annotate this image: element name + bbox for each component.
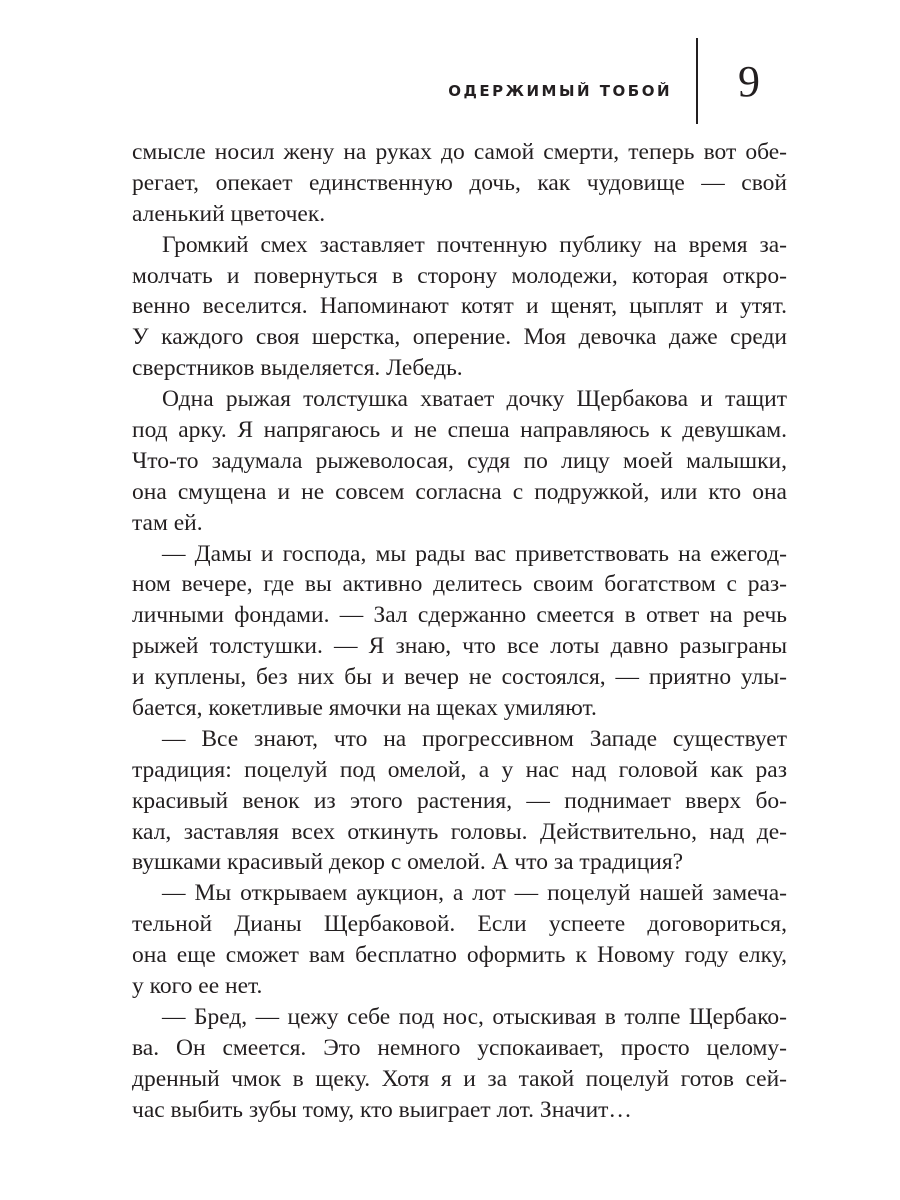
text-line: аленький цветочек. [132,200,326,227]
text-line: красивый венок из этого растения, — поднимает вверх бо- [132,787,787,814]
text-line: молчать и повернуться в сторону молодежи, которая откро- [132,262,787,289]
page-header [0,38,900,128]
text-line: кал, заставляя всех откинуть головы. Действительно, над де- [132,818,787,845]
running-title: ОДЕРЖИМЫЙ ТОБОЙ [448,82,672,100]
text-line: — Бред, — цежу себе под нос, отыскивая в толпе Щербако- [162,1003,787,1030]
text-line: и куплены, без них бы и вечер не состоялся, — приятно улы- [132,664,787,691]
text-line: сверстников выделяется. Лебедь. [132,355,463,382]
text-line: вушками красивый декор с омелой. А что за традиция? [132,849,684,876]
page-number: 9 [738,57,760,106]
text-line: У каждого своя шерстка, оперение. Моя девочка даже среди [132,324,787,351]
text-line: рыжей толстушки. — Я знаю, что все лоты давно разыграны [132,633,787,660]
text-line: бается, кокетливые ямочки на щеках умиляют. [132,695,597,722]
text-line: — Все знают, что на прогрессивном Западе существует [162,725,787,752]
header-divider [696,38,698,124]
text-line: она смущена и не совсем согласна с подружкой, или кто она [132,478,787,505]
body-text [132,137,787,1126]
text-line: ва. Он смеется. Это немного успокаивает, просто целому- [132,1034,787,1061]
text-line: традиция: поцелуй под омелой, а у нас над головой как раз [132,756,787,783]
text-line: под арку. Я напрягаюсь и не спеша направляюсь к девушкам. [132,417,787,444]
text-line: там ей. [132,509,203,536]
text-line: — Мы открываем аукцион, а лот — поцелуй нашей замеча- [162,880,787,907]
text-line: смысле носил жену на руках до самой смерти, теперь вот обе- [132,139,787,165]
text-line: личными фондами. — Зал сдержанно смеется в ответ на речь [132,602,787,629]
text-line: Что-то задумала рыжеволосая, судя по лицу моей малышки, [132,447,787,474]
text-line: тельной Дианы Щербаковой. Если успеете договориться, [132,911,787,938]
text-line: час выбить зубы тому, кто выиграет лот. Значит… [132,1096,632,1123]
text-line: она еще сможет вам бесплатно оформить к Новому году елку, [132,942,787,969]
text-line: венно веселится. Напоминают котят и щенят, цыплят и утят. [132,293,787,320]
text-line: ном вечере, где вы активно делитесь своим богатством с раз- [132,571,787,598]
text-line: Одна рыжая толстушка хватает дочку Щербакова и тащит [162,386,787,413]
text-line: дренный чмок в щеку. Хотя я и за такой поцелуй готов сей- [132,1065,787,1092]
text-line: у кого ее нет. [132,973,263,1000]
text-line: Громкий смех заставляет почтенную публику на время за- [162,231,787,258]
text-line: — Дамы и господа, мы рады вас приветствовать на ежегод- [162,540,787,567]
text-line: регает, опекает единственную дочь, как чудовище — свой [132,169,787,196]
